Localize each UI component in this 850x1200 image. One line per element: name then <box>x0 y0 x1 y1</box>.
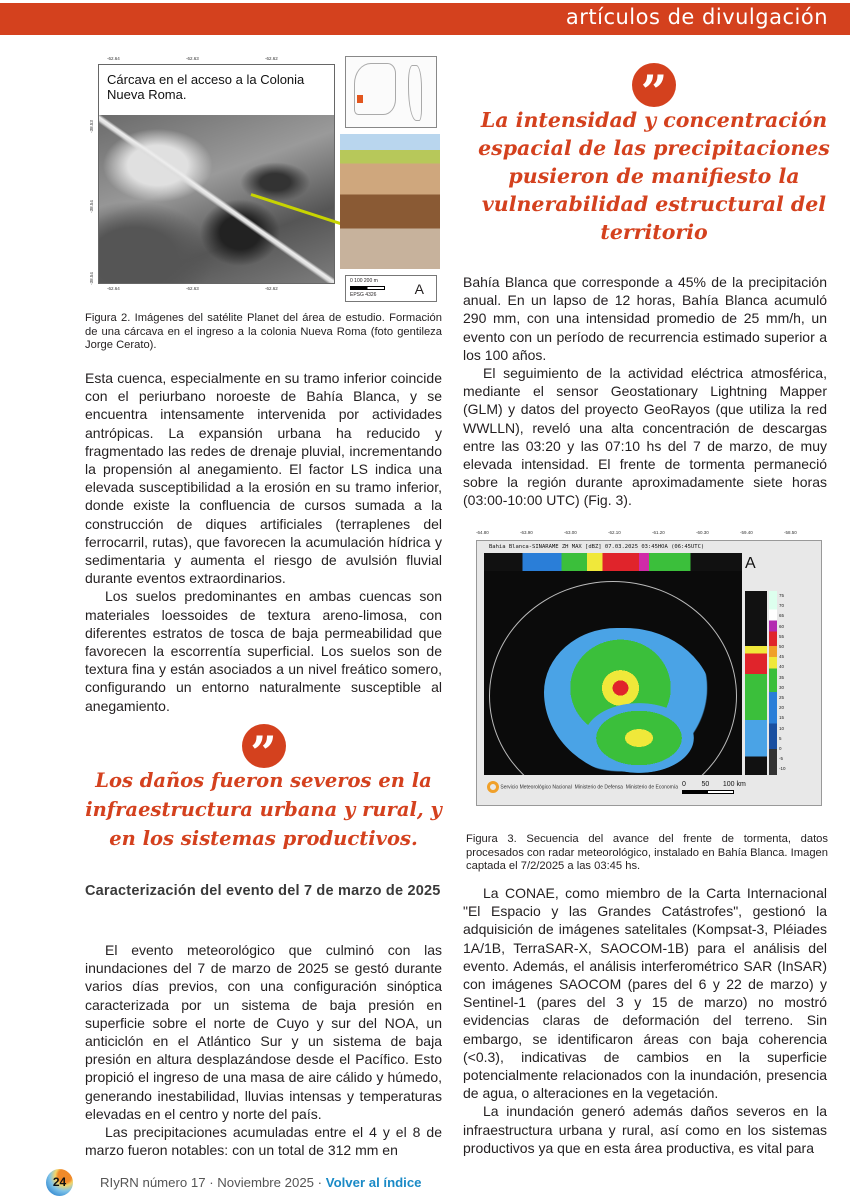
satellite-image <box>99 115 334 283</box>
x-tick: -63.90 <box>520 530 533 535</box>
x-tick: -62.63 <box>186 56 199 61</box>
x-tick: -62.64 <box>107 286 120 291</box>
figure-3-radar-image <box>468 528 830 818</box>
scale-label: 15 <box>779 715 785 721</box>
x-tick: -62.10 <box>608 530 621 535</box>
radar-frame <box>476 540 822 806</box>
logo-label: Servicio Meteorológico Nacional <box>500 784 572 791</box>
figure-2-satellite-map <box>85 54 442 304</box>
scale-label: 50 <box>779 644 785 650</box>
right-column-body-top <box>463 273 827 510</box>
country-outline <box>408 65 422 121</box>
dbz-color-scale <box>769 591 777 775</box>
scale-bar <box>682 790 734 794</box>
paragraph: La CONAE, como miembro de la Carta Internacional "El Espacio y las Grandes Catástrofes", gestionó la adquisición de imágenes satelitales (Kompsat-3, Pléiades 1A/1B, TerraSAR-X, SAOCOM-1B) para el análisis del evento. Además, el análisis interferométrico SAR (InSAR) con imágenes SAOCOM (pares del 6 y 22 de marzo) y Sentinel-1 (pares del 3 y 15 de marzo) no mostró evidencias claras de deformación del terreno. Sin embargo, se identificaron áreas con baja coherencia (<0.3), indicativas de cambios en la superficie potencialmente relacionados con la inundación, presencia de agua, o alteraciones en la vegetación. <box>463 885 827 1102</box>
x-tick: -64.80 <box>476 530 489 535</box>
section-heading: Caracterización del evento del 7 de marzo de 2025 <box>85 883 441 899</box>
scale-label: 30 <box>779 684 785 690</box>
figure-2-caption: Figura 2. Imágenes del satélite Planet del área de estudio. Formación de una cárcava en el ingreso a la colonia Nueva Roma (foto gentileza Jorge Cerato). <box>85 312 442 351</box>
x-tick: -62.63 <box>186 286 199 291</box>
x-tick: -59.40 <box>740 530 753 535</box>
y-tick: -38.54 <box>88 272 94 285</box>
x-tick: -58.50 <box>784 530 797 535</box>
radar-title: Bahia Blanca-SINARAME ZH MAX [dBZ] 07.03.2025 03:45HOA (06:45UTC) <box>489 544 705 550</box>
publication-info: RIyRN número 17 · Noviembre 2025 · <box>100 1175 326 1190</box>
paragraph: Las precipitaciones acumuladas entre el 4 y el 8 de marzo fueron notables: con un total de 312 mm en <box>85 1124 442 1159</box>
section-body <box>85 941 442 1159</box>
scale-label: 20 <box>779 705 785 711</box>
scale-label: 5 <box>779 735 782 741</box>
scale-label: 65 <box>779 613 785 619</box>
footer-text <box>100 1175 422 1190</box>
scale-legend <box>345 275 437 302</box>
radar-scale-bar <box>682 781 746 794</box>
paragraph: Los suelos predominantes en ambas cuencas son materiales loessoides de textura areno-limosa, con diferentes estratos de tosca de baja permeabilidad que favorecen la escorrentía superficial. Los suelos son de textura fina y están asociados a un nivel freático somero, configurando un entorno naturalmente susceptible al anegamiento. <box>85 588 442 714</box>
location-inset-map <box>345 56 437 128</box>
back-to-index-link[interactable]: Volver al índice <box>325 1175 422 1190</box>
x-tick: -60.30 <box>696 530 709 535</box>
storm-echo <box>584 703 694 773</box>
scale-label: 10 <box>779 725 785 731</box>
scale-label: 35 <box>779 674 785 680</box>
radar-reflectivity-map <box>484 553 742 775</box>
x-tick: -63.00 <box>564 530 577 535</box>
scale-label: -10 <box>779 766 786 772</box>
pull-quote-1 <box>478 63 830 246</box>
gully-photo <box>340 134 440 269</box>
y-tick: -38.53 <box>88 120 94 133</box>
section-header-bar <box>0 3 850 35</box>
scale-label: 55 <box>779 633 785 639</box>
page-number-badge: 24 <box>46 1169 73 1196</box>
north-arrow-icon: A <box>745 555 756 572</box>
crs-label: EPSG 4326 <box>350 292 377 298</box>
scale-label: 70 <box>779 603 785 609</box>
pull-quote-text: La intensidad y concentración espacial de las precipitaciones pusieron de manifiesto la vulnerabilidad estructural del territorio <box>478 108 830 244</box>
map-frame <box>98 64 335 284</box>
x-tick: -62.62 <box>265 56 278 61</box>
scale-label: -5 <box>779 756 784 762</box>
x-tick: -62.64 <box>107 56 120 61</box>
radar-vertical-section <box>745 591 767 775</box>
scale-bar <box>350 286 385 290</box>
scale-label: 75 <box>779 593 785 598</box>
province-outline <box>354 63 396 115</box>
right-column-body-bottom <box>463 884 827 1157</box>
y-tick: -38.54 <box>88 200 94 213</box>
paragraph: La inundación generó además daños severos en la infraestructura urbana y rural, así como en los sistemas productivos ya que en esta área productiva, es vital para <box>463 1103 827 1156</box>
paragraph: Esta cuenca, especialmente en su tramo inferior coincide con el periurbano noroeste de Bahía Blanca, y se encuentra intensamente intervenida por actividades antrópicas. La expansión urbana ha reducido y fragmentado las redes de drenaje pluvial, incrementando la propensión al anegamiento. El factor LS indica una elevada susceptibilidad a la erosión en su tramo inferior, donde existe la confluencia de cursos sumada a la construcción de diques artificiales (terraplenes del ferrocarril, rutas), que favorecen la acumulación hídrica y sedimentaria y aumenta el riesgo de avulsión fluvial durante eventos extraordinarios. <box>85 370 442 587</box>
study-area-marker <box>357 95 363 103</box>
smn-logo-icon <box>487 781 499 793</box>
scale-label: 45 <box>779 654 785 660</box>
paragraph: El evento meteorológico que culminó con las inundaciones del 7 de marzo de 2025 se gestó durante varios días previos, con una configuración sinóptica caracterizada por un sistema de baja presión en superficie sobre el norte de Cuyo y sur del NOA, un anticiclón en el Atlántico Sur y un sistema de baja presión en altura desplazándose desde el Pacífico. Esto propició el ingreso de una masa de aire cálido y húmedo, generando inestabilidad, lluvias intensas y temperaturas elevadas en el centro y norte del país. <box>85 942 442 1122</box>
scale-label: 40 <box>779 664 785 670</box>
scale-label: 25 <box>779 695 785 701</box>
quote-mark-icon: ” <box>632 63 676 107</box>
section-title: artículos de divulgación <box>565 5 828 29</box>
figure-3-caption: Figura 3. Secuencia del avance del frente de tormenta, datos procesados con radar meteorológico, instalado en Bahía Blanca. Imagen captada el 7/2/2025 a las 03:45 hs. <box>466 833 828 872</box>
map-title: Cárcava en el acceso a la Colonia Nueva Roma. <box>107 72 305 102</box>
pull-quote-text: Los daños fueron severos en la infraestructura urbana y rural, y en los sistemas productivos. <box>85 769 442 850</box>
x-tick: -62.62 <box>265 286 278 291</box>
logo-label: Ministerio de Economía <box>625 784 678 791</box>
left-column-body <box>85 369 442 715</box>
scale-label: 0 <box>779 746 782 752</box>
radar-horizontal-section <box>484 553 742 571</box>
paragraph: Bahía Blanca que corresponde a 45% de la precipitación anual. En un lapso de 12 horas, Bahía Blanca acumuló 290 mm, con una intensidad promedio de 25 mm/h, un evento con un período de recurrencia estimado superior a los 100 años. <box>463 274 827 363</box>
dbz-scale-labels <box>779 591 786 775</box>
logo-label: Ministerio de Defensa <box>574 784 623 791</box>
pull-quote-2 <box>85 724 442 853</box>
x-tick: -61.20 <box>652 530 665 535</box>
quote-mark-icon: ” <box>242 724 286 768</box>
paragraph: El seguimiento de la actividad eléctrica atmosférica, mediante el sensor Geostationary Lightning Mapper (GLM) y datos del proyecto GeoRayos (que utiliza la red WWLLN), reveló una alta concentración de descargas entre las 03:20 y las 07:10 hs del 7 de marzo, de muy elevada intensidad. El frente de tormenta permaneció sobre la región durante aproximadamente siete horas (03:00-10:00 UTC) (Fig. 3). <box>463 365 827 509</box>
scale-label: 0 50 100 km <box>682 781 746 788</box>
scale-label: 60 <box>779 623 785 629</box>
scale-label: 0 100 200 m <box>350 278 378 284</box>
north-arrow-icon: A <box>414 281 424 297</box>
